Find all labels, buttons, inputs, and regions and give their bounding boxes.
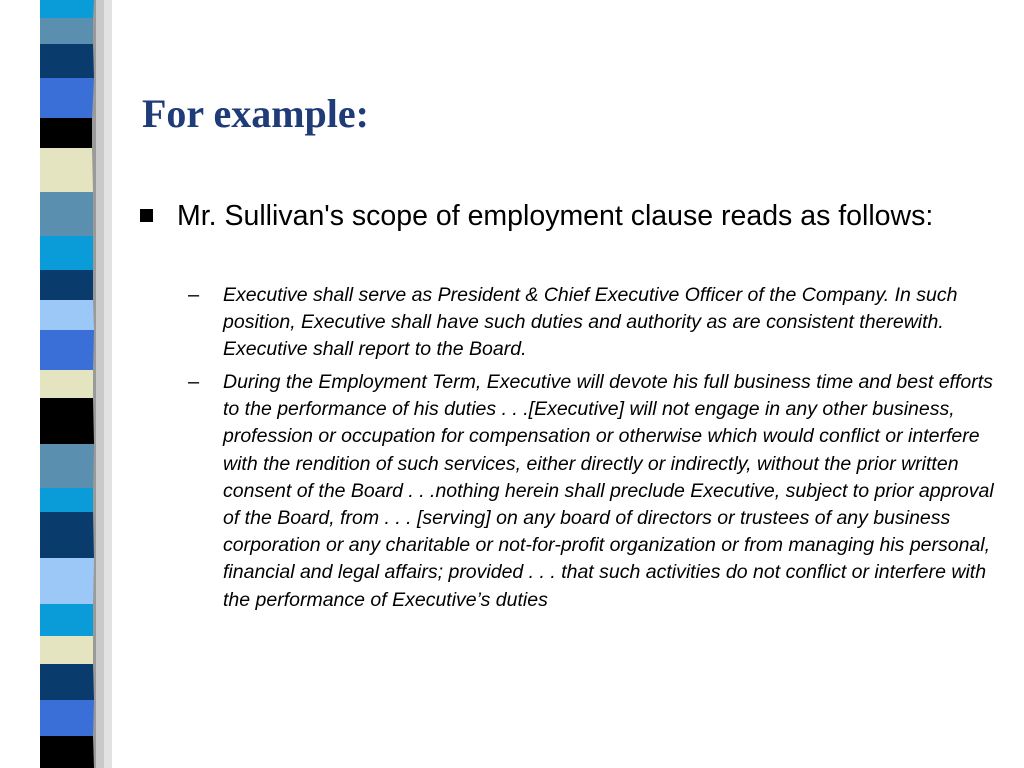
main-bullet-text: Mr. Sullivan's scope of employment clause reads as follows: bbox=[177, 200, 934, 232]
sub-bullet-2 bbox=[188, 369, 998, 614]
sub-bullet-2-text: During the Employment Term, Executive will devote his full business time and best efforts to the performance of his duties . . .[Executive] will not engage in any other business, profession or occupation for compensation or otherwise which would conflict or interfere with the rendition of such services, either directly or indirectly, without the prior written consent of the Board . . .nothing herein shall preclude Executive, subject to prior approval of the Board, from . . . [serving] on any board of directors or trustees of any business corporation or any charitable or not-for-profit organization or from managing his personal, financial and legal affairs; provided . . . that such activities do not conflict or interfere with the performance of Executive’s duties bbox=[223, 371, 994, 611]
sub-bullet-1 bbox=[188, 282, 998, 364]
slide-title: For example: bbox=[142, 91, 369, 136]
main-bullet bbox=[140, 196, 980, 236]
decorative-color-strip bbox=[0, 0, 120, 768]
dash-marker: – bbox=[188, 371, 200, 393]
dash-marker: – bbox=[188, 284, 200, 306]
sub-bullet-1-text: Executive shall serve as President & Chief Executive Officer of the Company. In such position, Executive shall have such duties and authority as are consistent therewith. Executive shall report to the Board. bbox=[223, 284, 958, 361]
color-strip-graphic bbox=[0, 0, 120, 768]
square-bullet-icon bbox=[140, 209, 153, 222]
